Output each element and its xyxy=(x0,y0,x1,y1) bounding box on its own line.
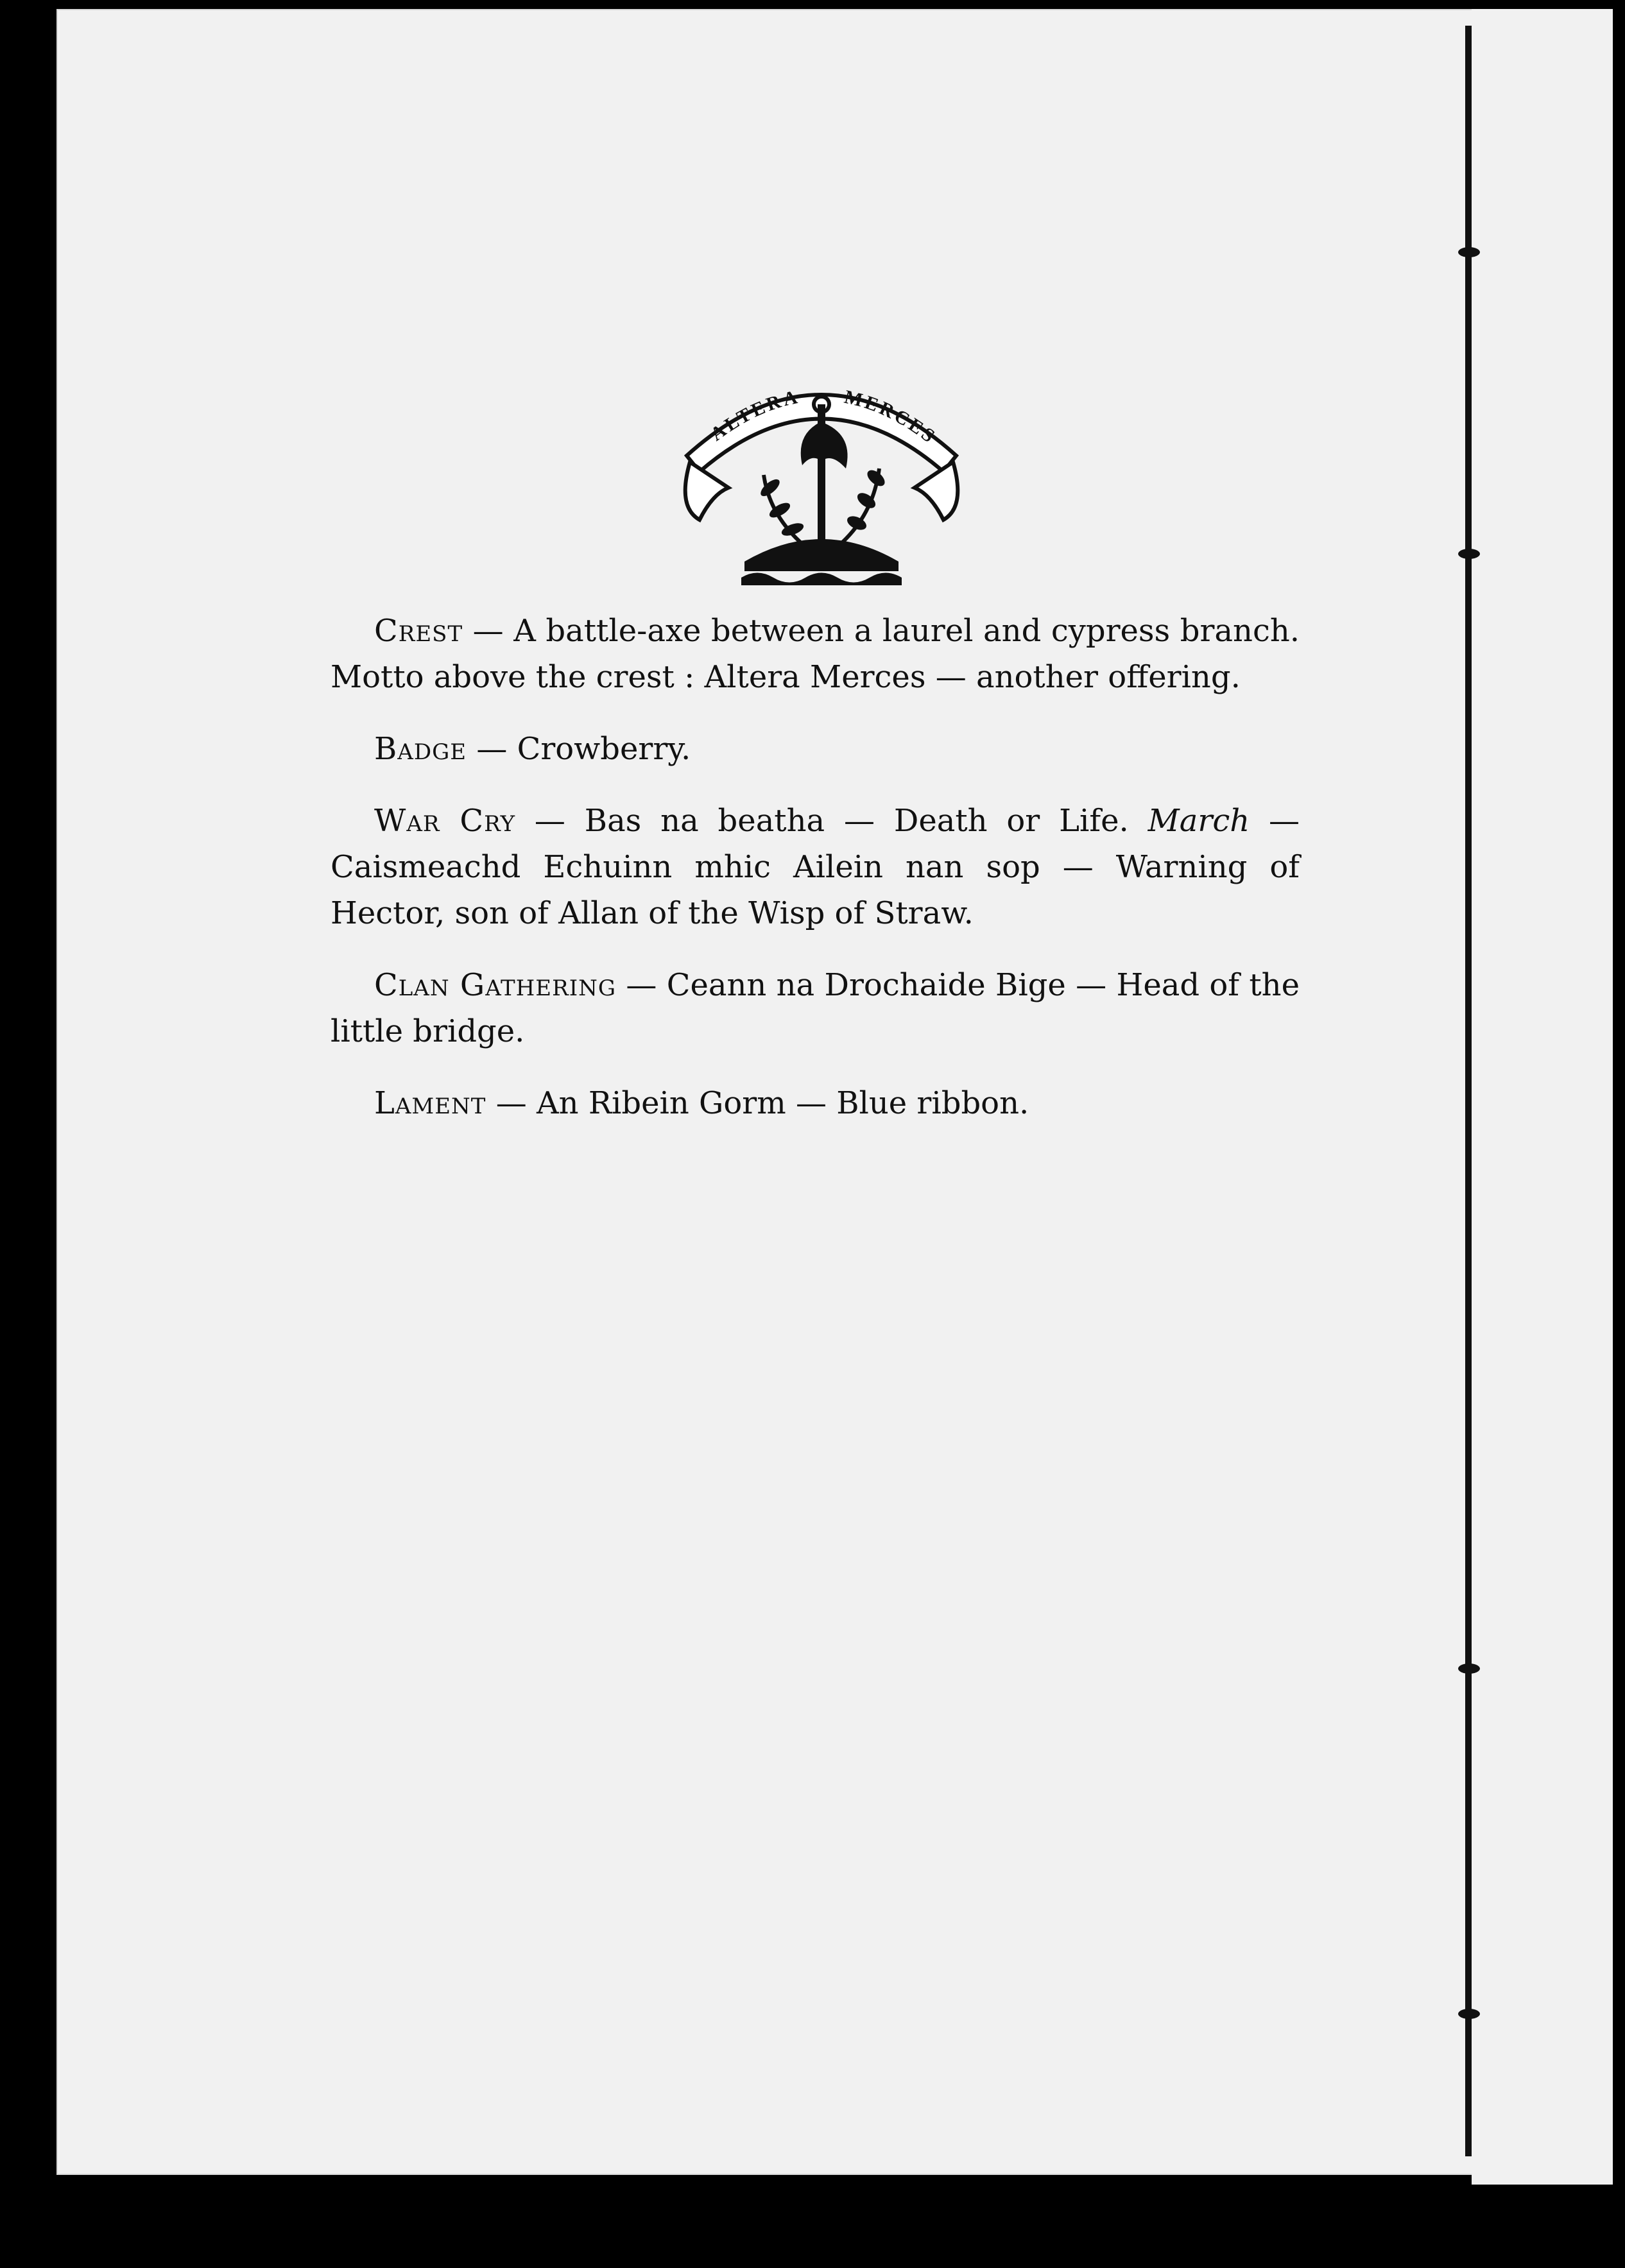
clan-crest-emblem xyxy=(674,359,969,590)
crest-text: — A battle-axe between a laurel and cypress branch. Motto above the crest : Altera Merces — another offering. xyxy=(331,613,1300,695)
clan-heraldry-text xyxy=(331,608,1300,1152)
lament-entry xyxy=(331,1080,1300,1126)
war-cry-entry xyxy=(331,798,1300,936)
badge-label: Badge xyxy=(374,731,467,767)
clan-gathering-label: Clan Gathering xyxy=(374,967,617,1003)
war-cry-text: — Bas na beatha — Death or Life. xyxy=(515,803,1148,839)
badge-entry xyxy=(331,726,1300,772)
binding-stitch-2 xyxy=(1458,549,1480,559)
lament-label: Lament xyxy=(374,1085,486,1121)
motto-left-text: ALTERA xyxy=(706,386,802,445)
march-text: — Caismeachd Echuinn mhic Ailein nan sop — Warning of Hector, son of Allan of the Wisp of Straw. xyxy=(331,803,1300,931)
facing-page-edge xyxy=(1472,9,1613,2185)
badge-text: — Crowberry. xyxy=(467,731,691,767)
binding-stitch-4 xyxy=(1458,2009,1480,2019)
binding-stitch-1 xyxy=(1458,247,1480,257)
crest-entry xyxy=(331,608,1300,700)
clan-gathering-entry xyxy=(331,962,1300,1054)
motto-right-text: MERCES xyxy=(842,386,941,449)
crest-label: Crest xyxy=(374,613,463,649)
ribbon-left-tail xyxy=(685,462,728,520)
book-spine xyxy=(1465,26,1472,2156)
war-cry-label: War Cry xyxy=(374,803,516,839)
clan-gathering-text: — Ceann na Drochaide Bige — Head of the little bridge. xyxy=(331,967,1300,1049)
march-label: March xyxy=(1148,803,1250,839)
binding-stitch-3 xyxy=(1458,1663,1480,1674)
lament-text: — An Ribein Gorm — Blue ribbon. xyxy=(486,1085,1029,1121)
ribbon-right-tail xyxy=(915,462,958,520)
